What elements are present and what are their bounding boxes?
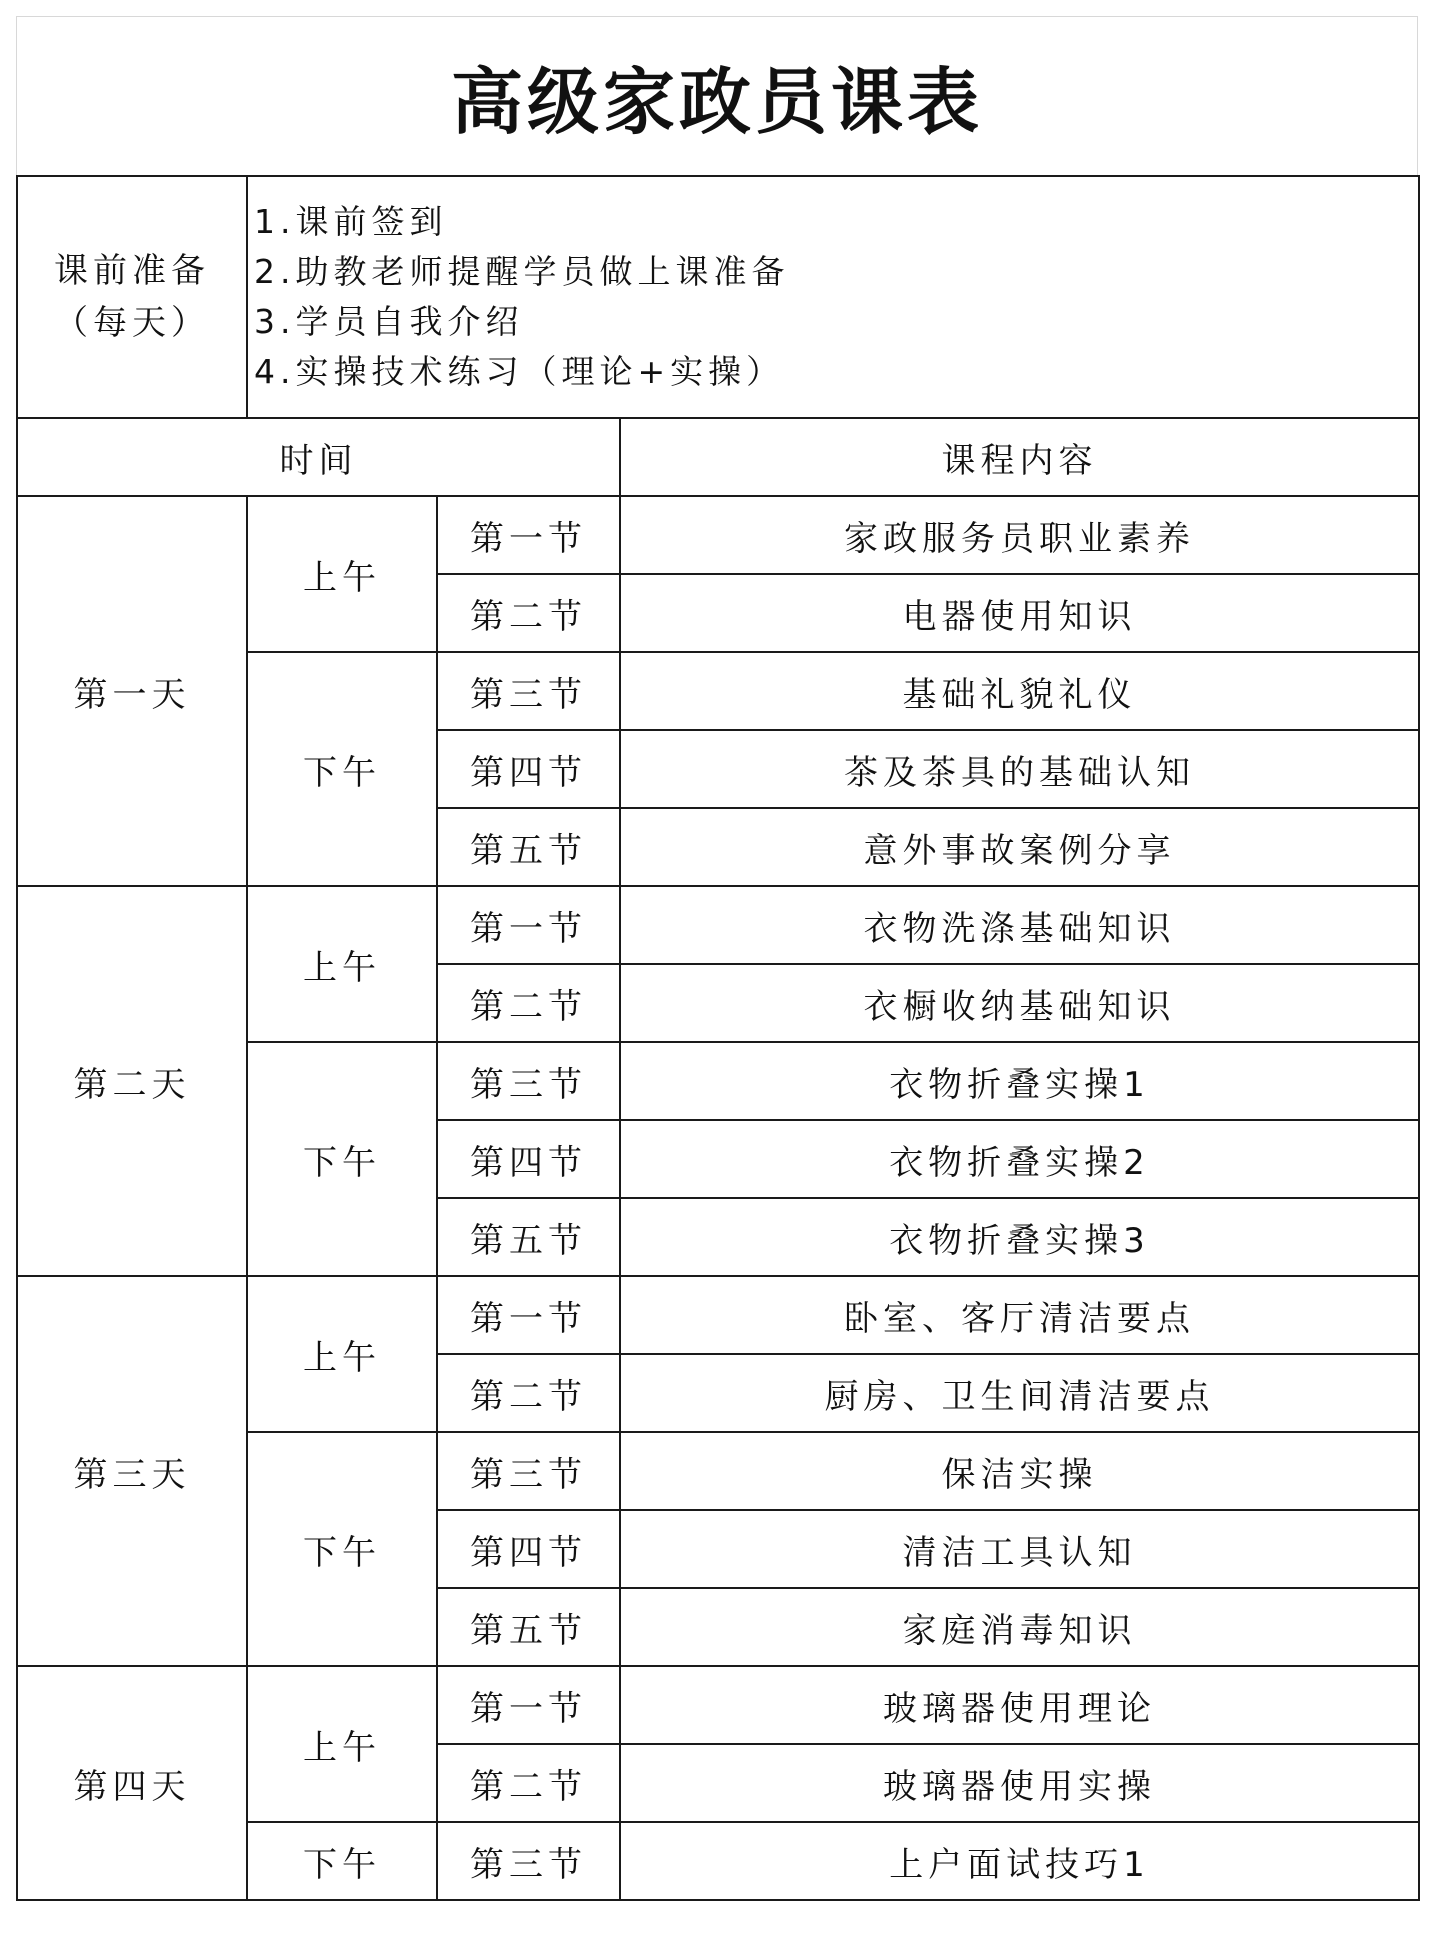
course-cell: 衣橱收纳基础知识 [620,964,1419,1042]
course-cell: 衣物折叠实操2 [620,1120,1419,1198]
session-cell: 第一节 [437,1276,620,1354]
session-cell: 第五节 [437,1198,620,1276]
period-cell: 上午 [247,886,437,1042]
session-cell: 第四节 [437,730,620,808]
period-cell: 下午 [247,1432,437,1666]
title-box [16,16,1418,175]
course-cell: 衣物洗涤基础知识 [620,886,1419,964]
day-cell: 第四天 [17,1666,247,1900]
schedule-table [16,175,1420,1901]
period-cell: 上午 [247,1276,437,1432]
prep-list [247,176,1419,418]
prep-item: 1.课前签到 [254,202,448,241]
course-cell: 电器使用知识 [620,574,1419,652]
prep-label-cell [17,176,247,418]
session-cell: 第四节 [437,1120,620,1198]
session-cell: 第五节 [437,808,620,886]
prep-item: 4.实操技术练习（理论+实操） [254,352,785,391]
session-cell: 第一节 [437,1666,620,1744]
session-cell: 第二节 [437,574,620,652]
course-cell: 意外事故案例分享 [620,808,1419,886]
session-cell: 第二节 [437,1354,620,1432]
schedule-sheet [16,16,1418,1901]
prep-row [17,176,1419,418]
prep-item: 3.学员自我介绍 [254,302,524,341]
prep-label: 课前准备 [54,251,210,291]
day-cell: 第三天 [17,1276,247,1666]
course-cell: 上户面试技巧1 [620,1822,1419,1900]
session-cell: 第四节 [437,1510,620,1588]
table-row [17,496,1419,574]
session-cell: 第三节 [437,1432,620,1510]
course-cell: 玻璃器使用实操 [620,1744,1419,1822]
course-cell: 家庭消毒知识 [620,1588,1419,1666]
course-cell: 清洁工具认知 [620,1510,1419,1588]
period-cell: 上午 [247,1666,437,1822]
session-cell: 第三节 [437,652,620,730]
period-cell: 下午 [247,652,437,886]
course-cell: 卧室、客厅清洁要点 [620,1276,1419,1354]
header-row [17,418,1419,496]
day-cell: 第二天 [17,886,247,1276]
session-cell: 第一节 [437,886,620,964]
period-cell: 下午 [247,1822,437,1900]
day-cell: 第一天 [17,496,247,886]
table-row [17,1276,1419,1354]
course-cell: 厨房、卫生间清洁要点 [620,1354,1419,1432]
prep-label-note: （每天） [54,303,210,343]
period-cell: 下午 [247,1042,437,1276]
header-content: 课程内容 [620,418,1419,496]
page-title: 高级家政员课表 [450,60,983,144]
prep-item: 2.助教老师提醒学员做上课准备 [254,252,790,291]
session-cell: 第一节 [437,496,620,574]
course-cell: 茶及茶具的基础认知 [620,730,1419,808]
course-cell: 玻璃器使用理论 [620,1666,1419,1744]
course-cell: 保洁实操 [620,1432,1419,1510]
session-cell: 第五节 [437,1588,620,1666]
session-cell: 第三节 [437,1822,620,1900]
course-cell: 基础礼貌礼仪 [620,652,1419,730]
header-time: 时间 [17,418,620,496]
session-cell: 第三节 [437,1042,620,1120]
session-cell: 第二节 [437,964,620,1042]
session-cell: 第二节 [437,1744,620,1822]
table-row [17,1666,1419,1744]
period-cell: 上午 [247,496,437,652]
course-cell: 家政服务员职业素养 [620,496,1419,574]
course-cell: 衣物折叠实操1 [620,1042,1419,1120]
table-row [17,886,1419,964]
course-cell: 衣物折叠实操3 [620,1198,1419,1276]
